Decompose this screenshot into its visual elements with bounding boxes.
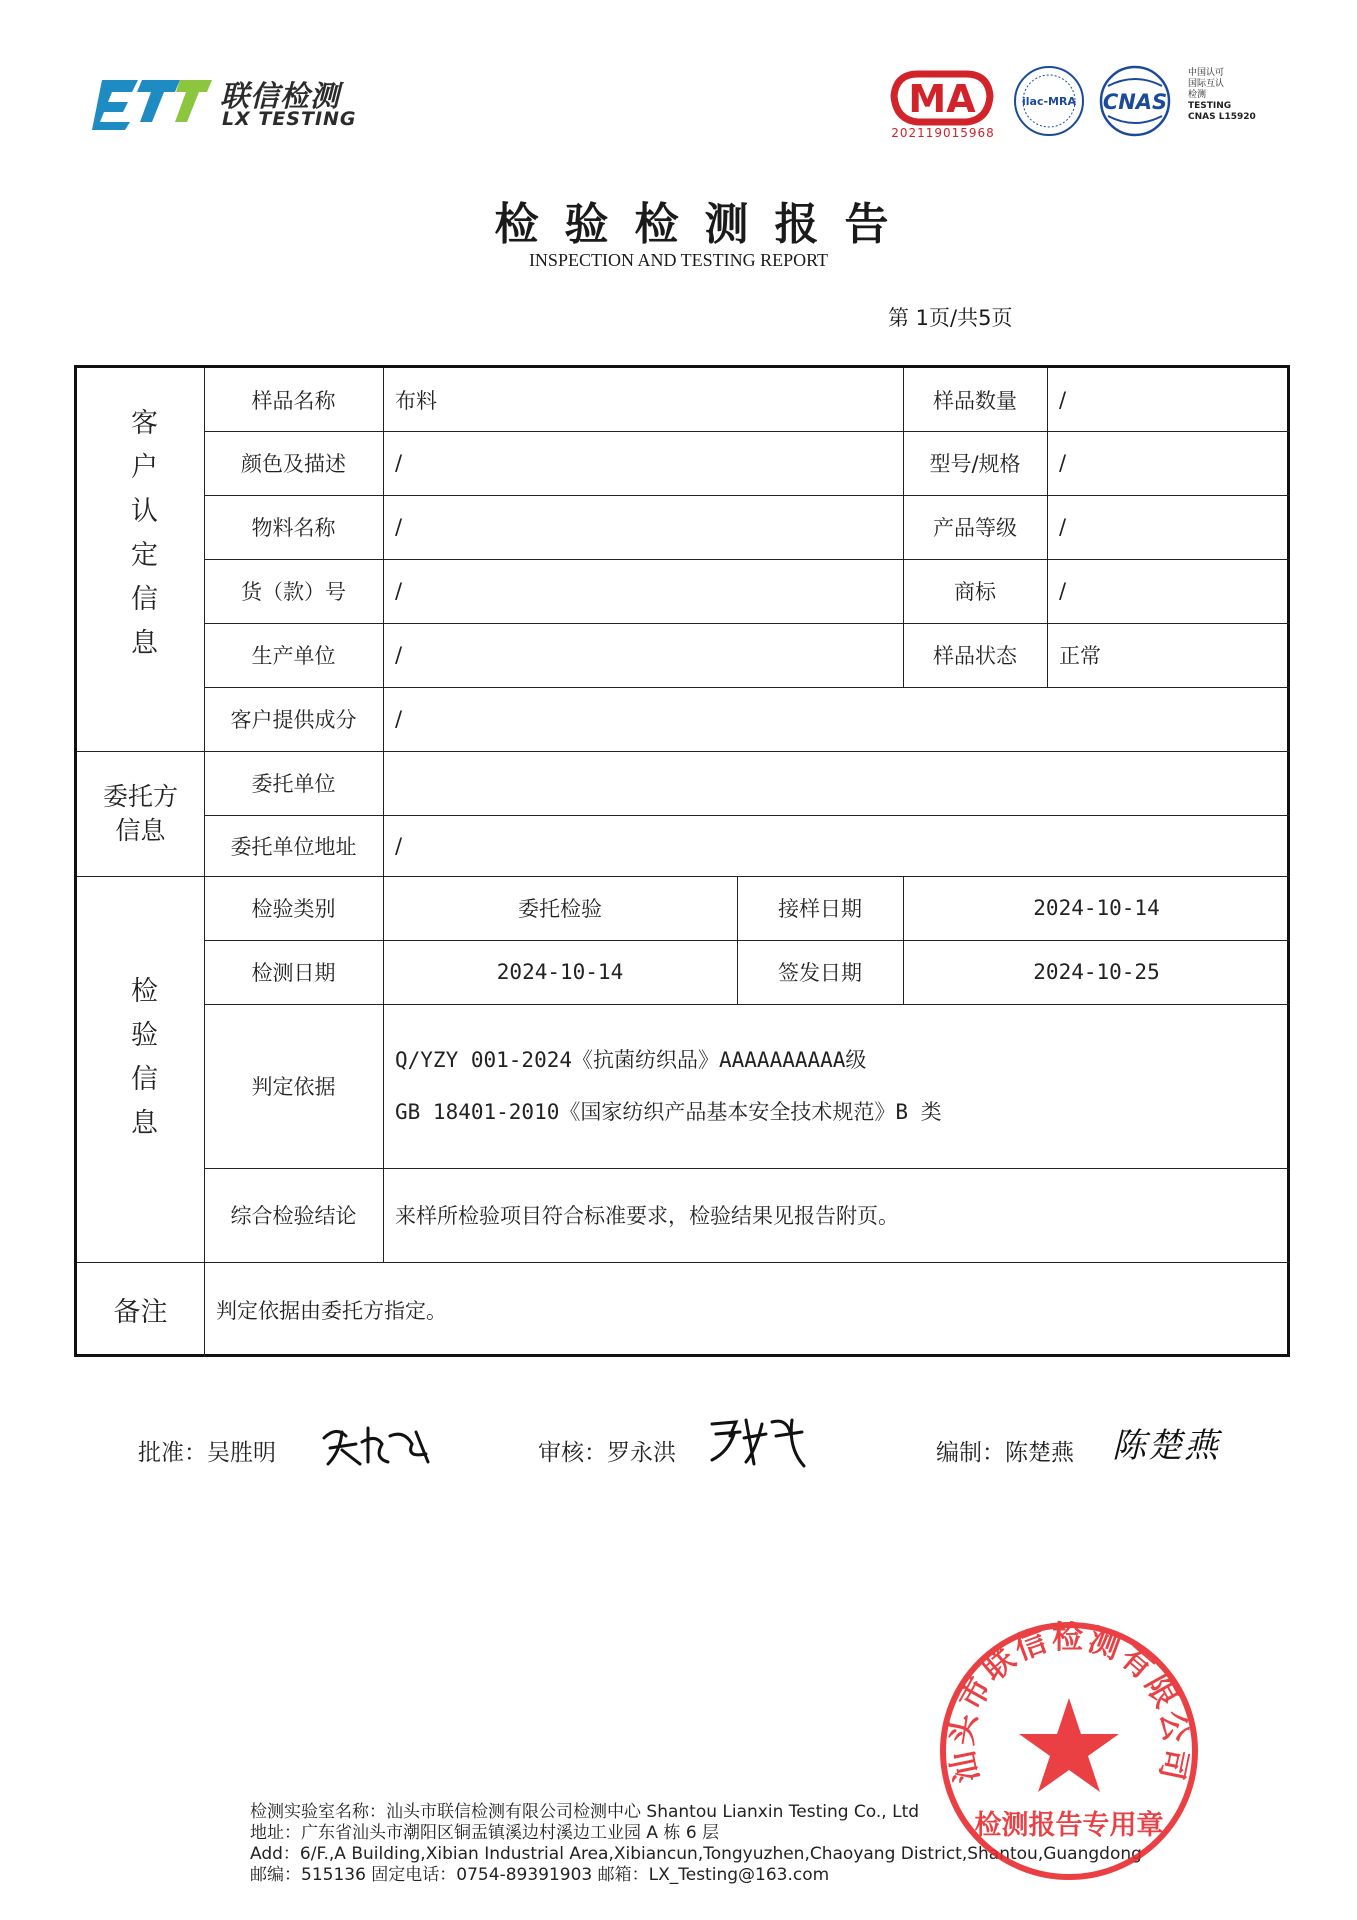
footer-address-en: Add：6/F.,A Building,Xibian Industrial Area,Xibiancun,Tongyuzhen,Chaoyang District,Shantou,Guangdong (250, 1844, 1142, 1864)
label-test-date: 检测日期 (251, 961, 336, 985)
report-title: 检验检测报告 (494, 199, 915, 250)
reviewer-label: 审核：罗永洪 (538, 1440, 676, 1466)
page-number: 第 1页/共5页 (888, 306, 1013, 330)
value-conclusion: 来样所检验项目符合标准要求，检验结果见报告附页。 (395, 1204, 899, 1228)
basis-line-2: GB 18401-2010《国家纺织产品基本安全技术规范》B 类 (395, 1100, 942, 1124)
footer-lab-name: 检测实验室名称：汕头市联信检测有限公司检测中心 Shantou Lianxin Testing Co., Ltd (250, 1802, 920, 1822)
value-test-date: 2024-10-14 (496, 960, 624, 984)
value-composition: / (395, 707, 403, 731)
label-conclusion: 综合检验结论 (230, 1204, 357, 1228)
label-client-unit: 委托单位 (251, 772, 336, 796)
value-sample-status: 正常 (1059, 644, 1101, 668)
section-client-info: 委托方 信息 (102, 781, 178, 845)
value-trademark: / (1059, 579, 1067, 603)
section-customer-info: 客户认定信息 (126, 408, 157, 672)
ilac-mra-mark-icon (1012, 64, 1086, 138)
value-sample-name: 布料 (395, 388, 437, 413)
value-remark: 判定依据由委托方指定。 (216, 1298, 447, 1323)
label-color-desc: 颜色及描述 (241, 452, 346, 476)
label-product-grade: 产品等级 (933, 516, 1017, 540)
label-composition: 客户提供成分 (230, 708, 357, 732)
label-receive-date: 接样日期 (778, 897, 862, 921)
cnas-side-text: 中国认可 国际互认 检测 TESTING CNAS L15920 (1188, 68, 1256, 122)
report-table (74, 365, 1290, 1357)
value-issue-date: 2024-10-25 (1033, 960, 1160, 984)
value-material-name: / (395, 515, 403, 539)
logo-en-text: LX TESTING (222, 108, 357, 130)
value-sample-qty: / (1059, 387, 1067, 412)
value-receive-date: 2024-10-14 (1033, 896, 1160, 920)
approver-label: 批准：吴胜明 (138, 1440, 276, 1466)
section-remark: 备注 (113, 1297, 168, 1328)
label-model-spec: 型号/规格 (929, 452, 1021, 476)
value-product-grade: / (1059, 515, 1067, 539)
label-client-address: 委托单位地址 (230, 834, 357, 859)
label-inspection-type: 检验类别 (251, 897, 336, 921)
logo-cn-text: 联信检测 (220, 79, 341, 113)
label-item-number: 货（款）号 (241, 580, 346, 604)
value-judgement-basis (383, 1004, 1290, 1168)
value-inspection-type: 委托检验 (518, 897, 602, 921)
label-issue-date: 签发日期 (778, 961, 862, 985)
label-manufacturer: 生产单位 (251, 644, 336, 668)
cnas-text: CNAS (1102, 90, 1168, 114)
value-item-number: / (395, 579, 403, 603)
seal-ring-text: 汕头市联信检测有限公司 (943, 1620, 1195, 1786)
cma-text: MA (908, 77, 976, 121)
lx-testing-logo-icon (92, 72, 212, 130)
value-manufacturer: / (395, 643, 403, 667)
value-client-address: / (395, 833, 403, 858)
section-inspection-info: 检验信息 (126, 976, 157, 1152)
label-trademark: 商标 (954, 580, 996, 604)
seal-bottom-text: 检测报告专用章 (974, 1810, 1164, 1841)
label-material-name: 物料名称 (251, 516, 336, 540)
preparer-label: 编制：陈楚燕 (936, 1440, 1074, 1466)
report-subtitle: INSPECTION AND TESTING REPORT (528, 250, 829, 270)
label-sample-name: 样品名称 (251, 388, 336, 413)
preparer-signature: 陈楚燕 (1112, 1426, 1220, 1466)
basis-line-1: Q/YZY 001-2024《抗菌纺织品》AAAAAAAAAA级 (395, 1048, 867, 1072)
cnas-mark-icon (1094, 64, 1176, 138)
label-judgement-basis: 判定依据 (251, 1075, 336, 1099)
reviewer-signature-icon (706, 1412, 810, 1470)
value-model-spec: / (1059, 451, 1067, 475)
cma-number: 202119015968 (891, 126, 995, 140)
ilac-text: ilac-MRA (1022, 95, 1076, 108)
label-sample-status: 样品状态 (933, 644, 1017, 668)
label-sample-qty: 样品数量 (933, 388, 1017, 413)
value-color-desc: / (395, 451, 403, 475)
footer-address-cn: 地址：广东省汕头市潮阳区铜盂镇溪边村溪边工业园 A 栋 6 层 (250, 1823, 720, 1843)
value-client-unit (383, 751, 1290, 815)
company-seal-icon (936, 1618, 1202, 1884)
footer-contact: 邮编：515136 固定电话：0754-89391903 邮箱：LX_Testing@163.com (250, 1865, 830, 1885)
approver-signature-icon (316, 1418, 436, 1470)
